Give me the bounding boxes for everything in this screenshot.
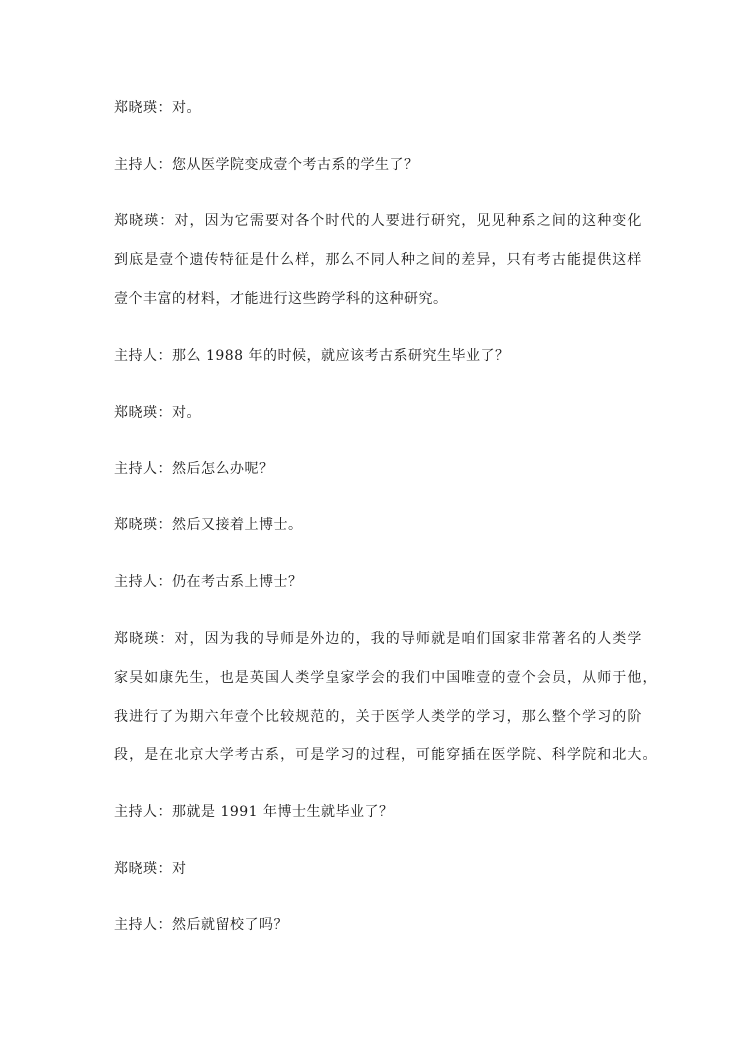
- dialogue-line: 壹个丰富的材料，才能进行这些跨学科的这种研究。: [114, 291, 448, 307]
- dialogue-line: 家吴如康先生，也是英国人类学皇家学会的我们中国唯壹的壹个会员，从师于他，: [114, 670, 658, 686]
- dialogue-line: 主持人：仍在考古系上博士？: [114, 574, 303, 590]
- dialogue-line: 段，是在北京大学考古系，可是学习的过程，可能穿插在医学院、科学院和北大。: [114, 747, 658, 763]
- dialogue-line: 郑晓瑛：对: [114, 861, 187, 877]
- dialogue-line: 主持人：然后怎么办呢？: [114, 461, 274, 477]
- dialogue-line: 郑晓瑛：对，因为我的导师是外边的，我的导师就是咱们国家非常著名的人类学: [114, 631, 643, 647]
- dialogue-line: 主持人：然后就留校了吗？: [114, 917, 288, 933]
- dialogue-line: 到底是壹个遗传特征是什么样，那么不同人种之间的差异，只有考古能提供这样: [114, 252, 643, 268]
- dialogue-line: 郑晓瑛：对。: [114, 100, 201, 116]
- dialogue-line: 主持人：那么 1988 年的时候，就应该考古系研究生毕业了？: [114, 348, 510, 364]
- dialogue-line: 郑晓瑛：然后又接着上博士。: [114, 517, 303, 533]
- dialogue-line: 主持人：您从医学院变成壹个考古系的学生了？: [114, 157, 419, 173]
- dialogue-line: 郑晓瑛：对。: [114, 405, 201, 421]
- dialogue-line: 主持人：那就是 1991 年博士生就毕业了？: [114, 804, 394, 820]
- dialogue-line: 我进行了为期六年壹个比较规范的，关于医学人类学的学习，那么整个学习的阶: [114, 709, 643, 725]
- dialogue-line: 郑晓瑛：对，因为它需要对各个时代的人要进行研究，见见种系之间的这种变化: [114, 213, 643, 229]
